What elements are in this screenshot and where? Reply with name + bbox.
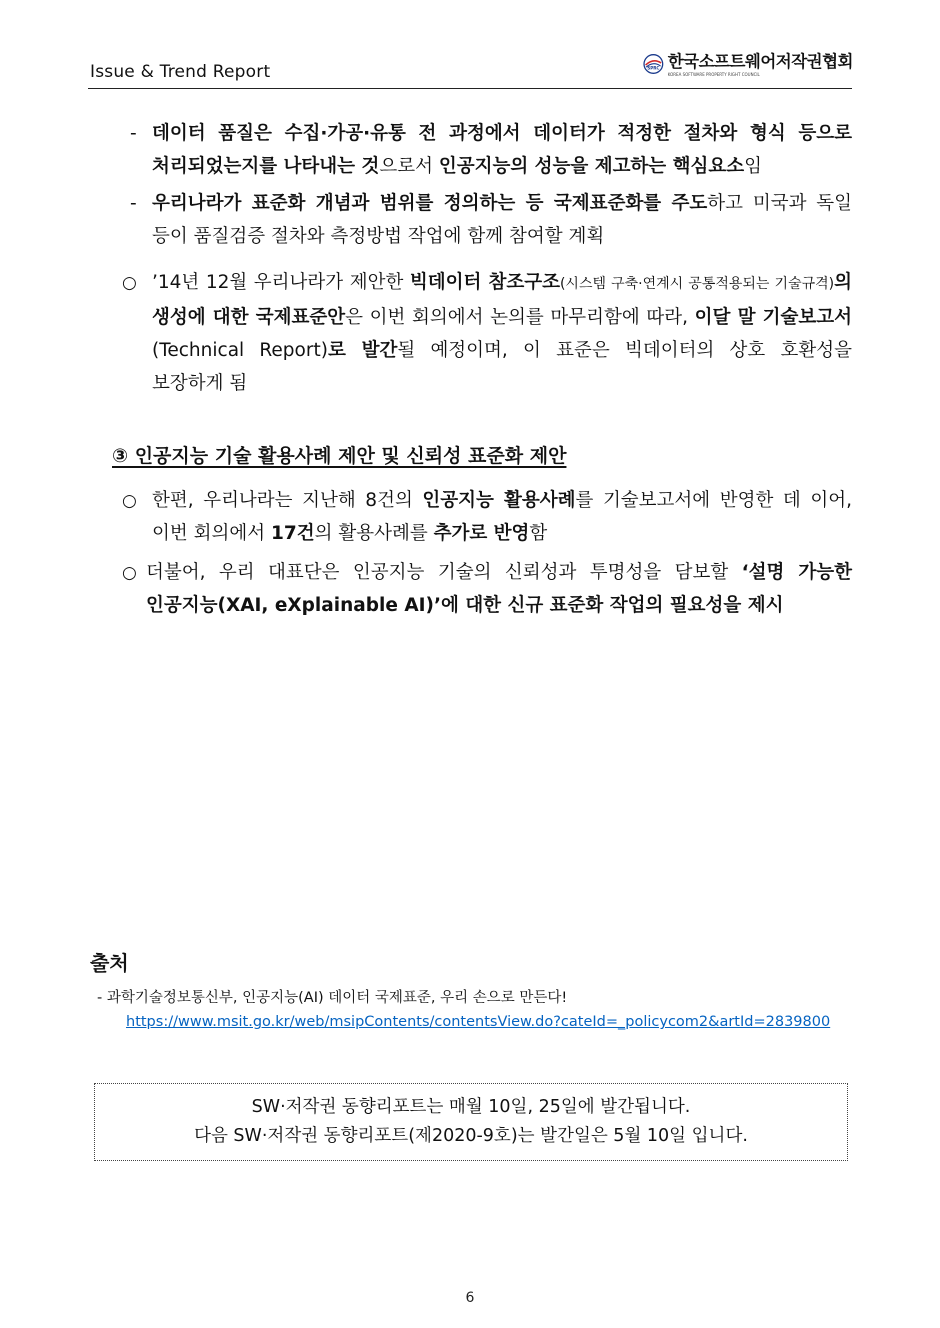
circle-bullet-bigdata (152, 266, 852, 400)
source-link[interactable]: https://www.msit.go.kr/web/msipContents/contentsView.do?cateId=_policycom2&artId=2839800 (126, 1014, 831, 1030)
report-title: Issue & Trend Report (90, 62, 271, 82)
header-divider (88, 88, 852, 89)
source-citation: - 과학기술정보통신부, 인공지능(AI) 데이터 국제표준, 우리 손으로 만든다! (97, 990, 568, 1006)
dash-bullet-leadership (152, 187, 852, 253)
bullet-text-segment: 임 (744, 156, 762, 177)
bullet-text-segment: 의 활용사례를 (314, 523, 434, 544)
bullet-text-segment: 의 생성에 대한 국제표준안 (152, 272, 852, 328)
section-heading: ③ 인공지능 기술 활용사례 제안 및 신뢰성 표준화 제안 (112, 445, 567, 467)
circle-bullet-marker: ○ (122, 491, 137, 511)
circle-bullet-marker: ○ (122, 273, 137, 293)
bullet-text-segment: (Technical Report) (152, 340, 328, 361)
source-heading: 출처 (90, 951, 129, 975)
bullet-text-segment: 데이터 품질은 수집·가공·유통 전 과정에서 데이터가 적정한 절차와 형식 등으로 처리되었는지를 나타내는 것 (152, 123, 852, 177)
logo-letters: SPRC (647, 65, 660, 71)
association-english-name: KOREA SOFTWARE PROPERTY RIGHT COUNCIL (667, 71, 760, 77)
bullet-text-segment: 인공지능 활용사례 (422, 490, 576, 511)
bullet-text-segment: 하고 미국과 독일 등이 품질검증 절차와 측정방법 작업에 함께 참여할 계획 (152, 193, 853, 247)
circle-bullet-xai (146, 556, 852, 622)
publication-notice-box (94, 1083, 848, 1161)
circle-bullet-ai-cases (152, 484, 852, 550)
bullet-text-segment: 추가로 반영 (433, 523, 530, 544)
bullet-text-segment: 를 기술보고서에 반영한 데 이어, 이번 회의에서 (152, 490, 852, 544)
association-name: 한국소프트웨어저작권협회 (667, 51, 853, 71)
bullet-text-segment: 은 이번 회의에서 논의를 마무리함에 따라, (345, 307, 695, 328)
notice-line-next-issue: 다음 SW·저작권 동향리포트(제2020-9호)는 발간일은 5월 10일 입니다. (194, 1126, 748, 1146)
bullet-text-segment: ‘설명 가능한 인공지능(XAI, eXplainable AI)’에 대한 신규 표준화 작업의 필요성을 제시 (146, 562, 852, 616)
circle-bullet-marker: ○ (122, 563, 137, 583)
bullet-text-segment: 더불어, 우리 대표단은 인공지능 기술의 신뢰성과 투명성을 담보할 (146, 562, 742, 583)
bullet-text-segment: 함 (529, 523, 548, 544)
dash-bullet-marker: - (130, 123, 137, 144)
bullet-text-segment: 17건 (271, 523, 315, 544)
dash-bullet-marker: - (130, 193, 137, 214)
bullet-text-segment: ’14년 12월 우리나라가 제안한 (152, 272, 410, 293)
association-logo (643, 44, 853, 84)
bullet-text-segment: 인공지능의 성능을 제고하는 핵심요소 (438, 156, 745, 177)
page-number: 6 (465, 1290, 475, 1306)
bullet-text-segment: 우리나라가 표준화 개념과 범위를 정의하는 등 국제표준화를 주도 (152, 193, 708, 214)
bullet-text-segment: (시스템 구축·연계시 공통적용되는 기술규격) (559, 276, 835, 292)
bullet-text-segment: 빅데이터 참조구조 (409, 272, 560, 293)
bullet-text-segment: 으로서 (379, 156, 439, 177)
notice-line-schedule: SW·저작권 동향리포트는 매월 10일, 25일에 발간됩니다. (251, 1097, 691, 1117)
bullet-text-segment: 이달 말 기술보고서 (694, 307, 852, 328)
association-emblem-icon (643, 44, 664, 84)
dash-bullet-quality (152, 117, 852, 183)
bullet-text-segment: 한편, 우리나라는 지난해 8건의 (152, 490, 423, 511)
bullet-text-segment: 될 예정이며, 이 표준은 빅데이터의 상호 호환성을 보장하게 됨 (152, 340, 852, 394)
bullet-text-segment: 로 발간 (327, 340, 398, 361)
